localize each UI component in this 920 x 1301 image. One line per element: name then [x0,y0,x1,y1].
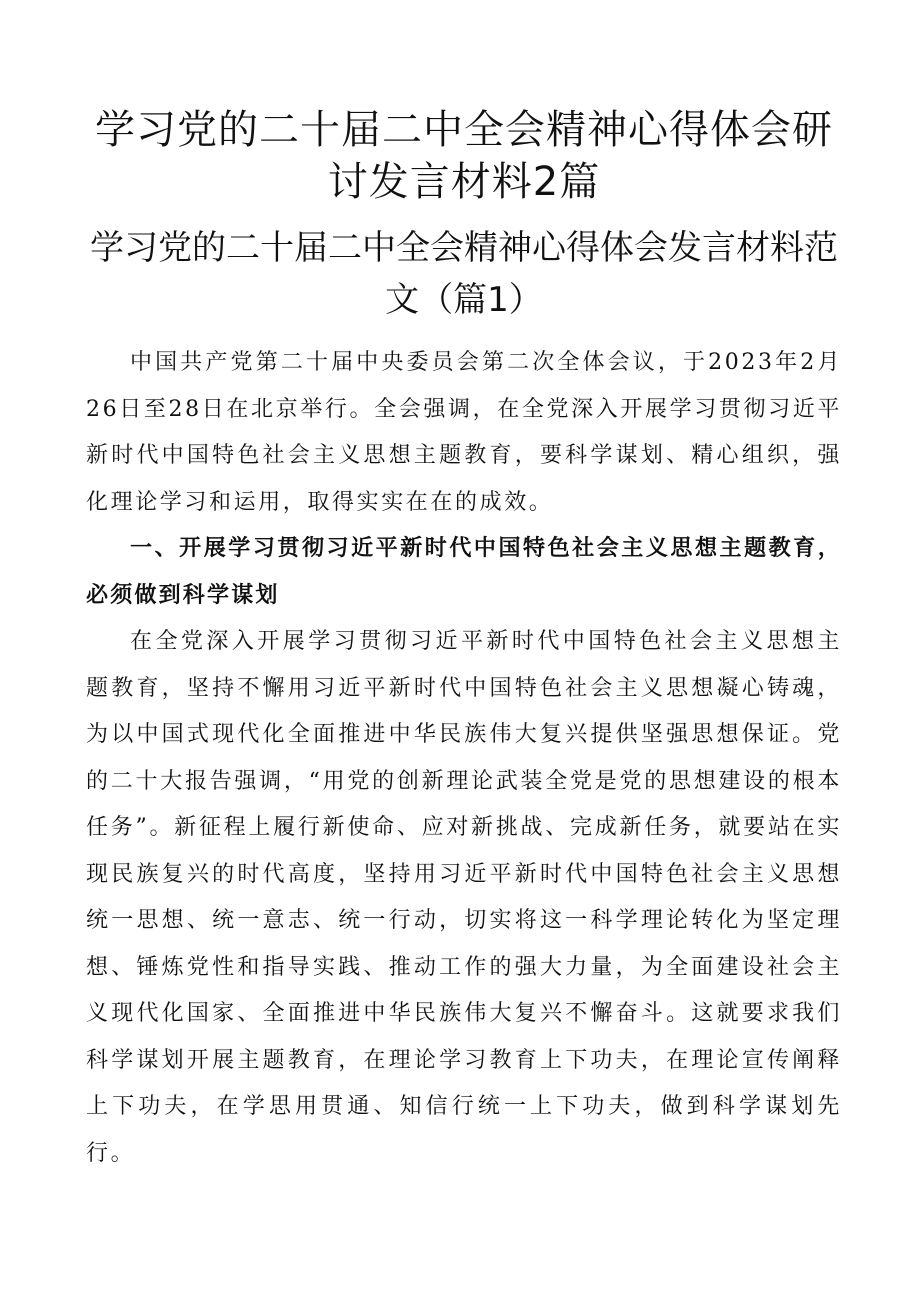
section-1-heading: 一、开展学习贯彻习近平新时代中国特色社会主义思想主题教育，必须做到科学谋划 [86,536,842,608]
section-1-paragraph: 在全党深入开展学习贯彻习近平新时代中国特色社会主义思想主题教育，坚持不懈用习近平新时代中国特色社会主义思想凝心铸魂，为以中国式现代化全面推进中华民族伟大复兴提供坚强思想保证。党的二十大报告强调，“用党的创新理论武装全党是党的思想建设的根本任务”。新征程上履行新使命、应对新挑战、完成新任务，就要站在实现民族复兴的时代高度，坚持用习近平新时代中国特色社会主义思想统一思想、统一意志、统一行动，切实将这一科学理论转化为坚定理想、锤炼党性和指导实践、推动工作的强大力量，为全面建设社会主义现代化国家、全面推进中华民族伟大复兴不懈奋斗。这就要求我们科学谋划开展主题教育，在理论学习教育上下功夫，在理论宣传阐释上下功夫，在学思用贯通、知信行统一上下功夫，做到科学谋划先行。 [86,629,842,1166]
intro-paragraph: 中国共产党第二十届中央委员会第二次全体会议，于2023年2月26日至28日在北京举行。全会强调，在全党深入开展学习贯彻习近平新时代中国特色社会主义思想主题教育，要科学谋划、精心组织，强化理论学习和运用，取得实实在在的成效。 [86,350,842,515]
document-sub-title: 学习党的二十届二中全会精神心得体会发言材料范文（篇1） [90,228,838,320]
document-main-title: 学习党的二十届二中全会精神心得体会研讨发言材料2篇 [95,107,833,205]
